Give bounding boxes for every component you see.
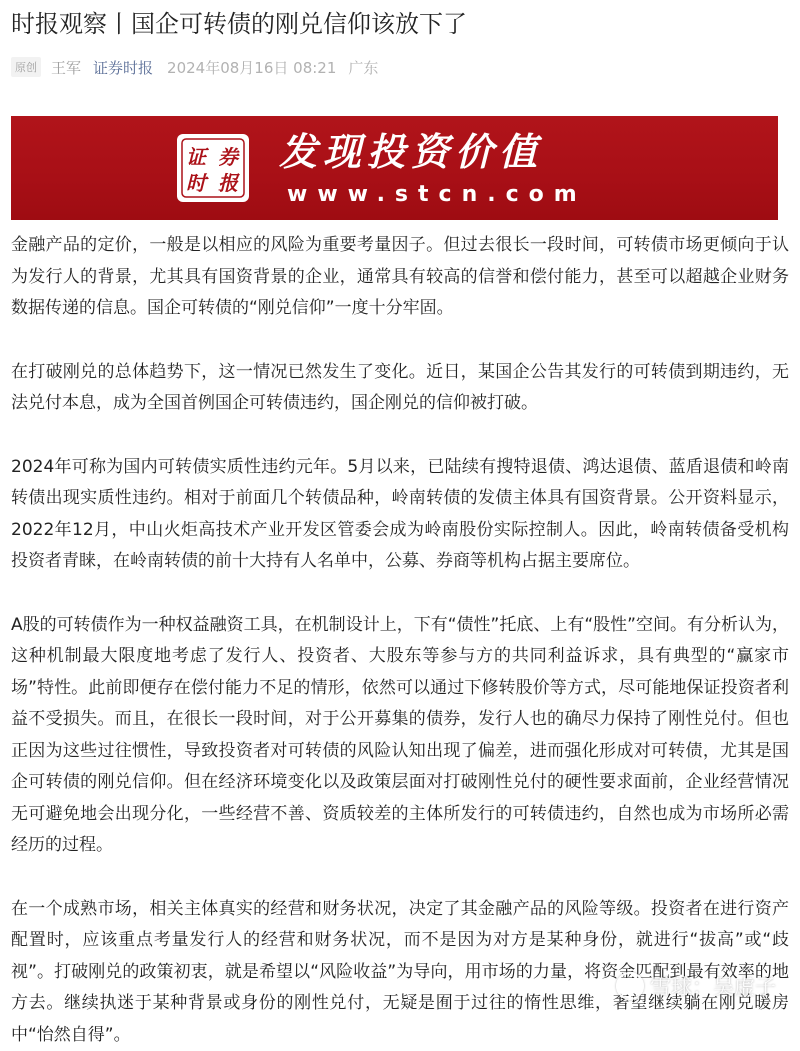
banner-url: www.stcn.com: [287, 182, 587, 208]
svg-text:券: 券: [218, 145, 240, 169]
author-name: 王军: [51, 57, 81, 78]
xueqiu-watermark: [616, 971, 776, 1001]
banner-slogan: 发现投资价值: [279, 130, 543, 174]
xueqiu-logo-icon: [616, 972, 644, 1000]
paragraph: 在打破刚兑的总体趋势下，这一情况已然发生了变化。近日，某国企公告其发行的可转债到期违约，无法兑付本息，成为全国首例国企可转债违约，国企刚兑的信仰被打破。: [11, 357, 789, 420]
article-title: 时报观察丨国企可转债的刚兑信仰该放下了: [11, 6, 467, 42]
watermark-text: 雪球：吴虚子: [650, 971, 776, 1001]
original-badge: 原创: [11, 57, 41, 77]
svg-text:证: 证: [186, 145, 209, 169]
paragraph: 在一个成熟市场，相关主体真实的经营和财务状况，决定了其金融产品的风险等级。投资者在进行资产配置时，应该重点考量发行人的经营和财务状况，而不是因为对方是某种身份，就进行“拔高”或“歧视”。打破刚兑的政策初衷，就是希望以“风险收益”为导向，用市场的力量，将资金匹配到最有效率的地方去。继续执迷于某种背景或身份的刚性兑付，无疑是囿于过往的惰性思维，奢望继续躺在刚兑暖房中“怡然自得”。: [11, 894, 789, 1051]
paragraph: A股的可转债作为一种权益融资工具，在机制设计上，下有“债性”托底、上有“股性”空间。有分析认为，这种机制最大限度地考虑了发行人、投资者、大股东等参与方的共同利益诉求，具有典型的“赢家市场”特性。此前即便存在偿付能力不足的情形，依然可以通过下修转股价等方式，尽可能地保证投资者利益不受损失。而且，在很长一段时间，对于公开募集的债券，发行人也的确尽力保持了刚性兑付。但也正因为这些过往惯性，导致投资者对可转债的风险认知出现了偏差，进而强化形成对可转债，尤其是国企可转债的刚兑信仰。但在经济环境变化以及政策层面对打破刚性兑付的硬性要求面前，企业经营情况无可避免地会出现分化，一些经营不善、资质较差的主体所发行的可转债违约，自然也成为市场所必需经历的过程。: [11, 610, 789, 862]
stcn-seal-logo-icon: [175, 132, 251, 204]
header-banner-image: [11, 116, 778, 220]
svg-text:时: 时: [186, 171, 209, 195]
article-body: [11, 230, 789, 1051]
paragraph: 金融产品的定价，一般是以相应的风险为重要考量因子。但过去很长一段时间，可转债市场更倾向于认为发行人的背景，尤其具有国资背景的企业，通常具有较高的信誉和偿付能力，甚至可以超越企业财务数据传递的信息。国企可转债的“刚兑信仰”一度十分牢固。: [11, 230, 789, 325]
source-link[interactable]: 证券时报: [93, 57, 153, 78]
article-meta: [11, 56, 378, 78]
publish-date: 2024年08月16日 08:21: [167, 57, 336, 78]
publish-location: 广东: [348, 57, 378, 78]
svg-text:报: 报: [218, 171, 240, 195]
paragraph: 2024年可称为国内可转债实质性违约元年。5月以来，已陆续有搜特退债、鸿达退债、蓝盾退债和岭南转债出现实质性违约。相对于前面几个转债品种，岭南转债的发债主体具有国资背景。公开资料显示，2022年12月，中山火炬高技术产业开发区管委会成为岭南股份实际控制人。因此，岭南转债备受机构投资者青睐，在岭南转债的前十大持有人名单中，公募、券商等机构占据主要席位。: [11, 452, 789, 578]
